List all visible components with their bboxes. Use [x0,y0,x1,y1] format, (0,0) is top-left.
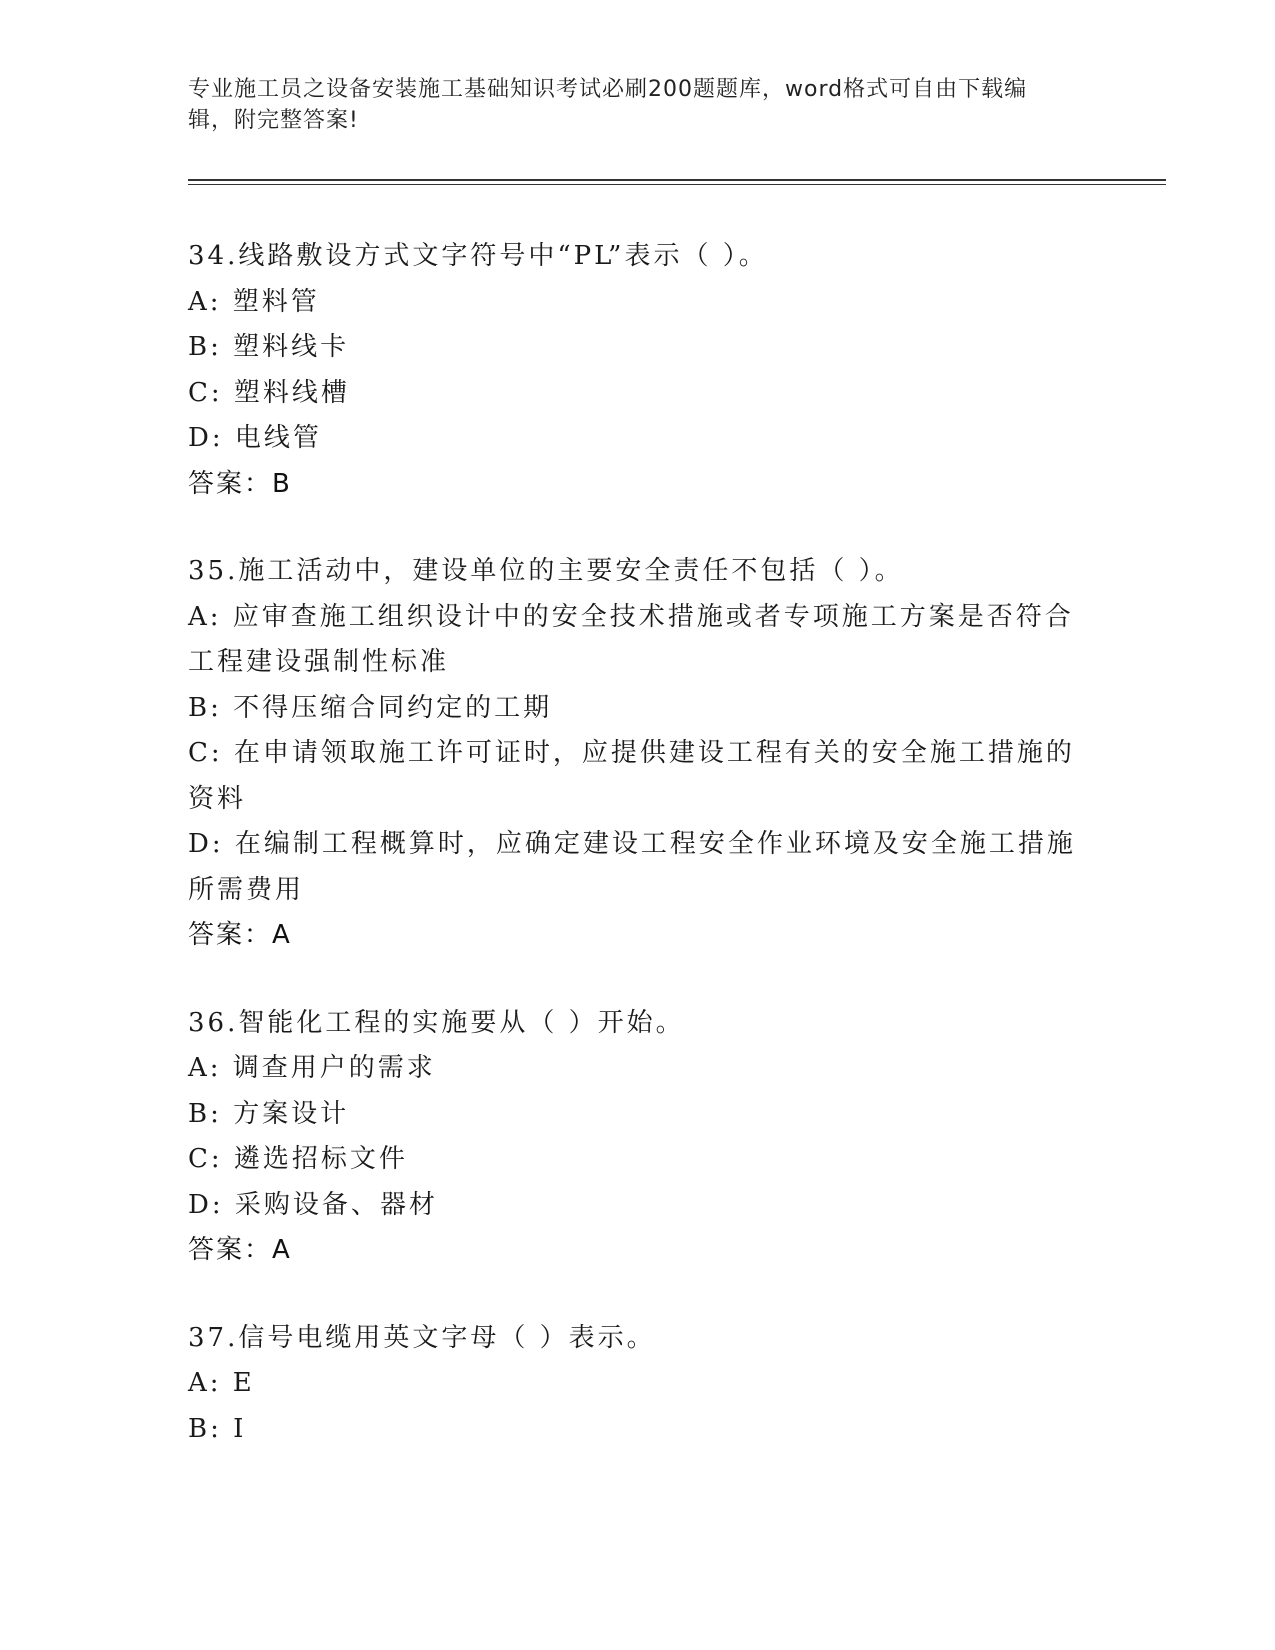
option-d: D: 电线管 [188,423,322,453]
document-header: 专业施工员之设备安装施工基础知识考试必刷200题题库，word格式可自由下载编辑，附完整答案! [188,77,1028,133]
answer-line [188,913,1088,959]
option-b: B: 不得压缩合同约定的工期 [188,692,553,723]
answer-value: B [272,468,292,499]
option-b: B: 塑料线卡 [188,332,350,362]
question-stem: 35.施工活动中，建设单位的主要安全责任不包括（ ）。 [188,556,904,586]
option-a: A: 应审查施工组织设计中的安全技术措施或者专项施工方案是否符合工程建设强制性标准 [188,601,1074,677]
answer-line [188,1228,1088,1274]
question-37 [188,1316,1088,1453]
answer-label: 答案： [188,920,273,950]
option-a: A: 调查用户的需求 [188,1053,436,1083]
question-36 [188,1001,1088,1274]
option-b: B: 方案设计 [188,1098,350,1129]
option-c: C: 在申请领取施工许可证时，应提供建设工程有关的安全施工措施的资料 [188,738,1075,814]
option-d: D: 采购设备、器材 [188,1189,438,1220]
option-d: D: 在编制工程概算时，应确定建设工程安全作业环境及安全施工措施所需费用 [188,829,1076,905]
option-c: C: 遴选招标文件 [188,1144,408,1174]
question-list [188,234,1088,1494]
question-35 [188,549,1088,959]
option-c: C: 塑料线槽 [188,377,350,408]
option-a: A: 塑料管 [188,286,320,317]
answer-label: 答案： [188,1235,273,1265]
option-a: A: E [188,1368,255,1398]
answer-value: A [272,920,292,950]
question-stem: 37.信号电缆用英文字母（ ）表示。 [188,1322,656,1353]
answer-line [188,462,1088,508]
question-stem: 36.智能化工程的实施要从（ ）开始。 [188,1007,685,1038]
answer-value: A [272,1235,292,1265]
question-34 [188,234,1088,507]
answer-label: 答案： [188,468,273,499]
option-b: B: I [188,1413,247,1444]
question-stem: 34.线路敷设方式文字符号中“PL”表示（ ）。 [188,241,768,271]
header-divider [188,179,1166,185]
